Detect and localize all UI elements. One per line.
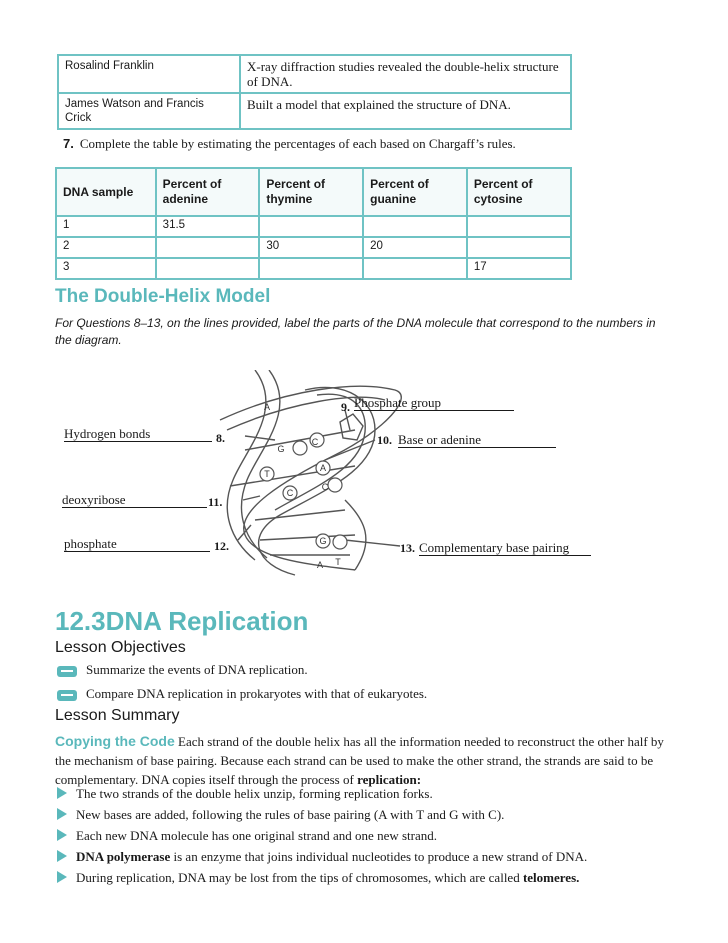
scientists-table — [57, 54, 572, 130]
label-question-8 — [64, 426, 212, 442]
table-cell — [467, 237, 571, 258]
section-heading-double-helix: The Double-Helix Model — [55, 286, 271, 307]
table-row — [58, 55, 571, 93]
objective-text: Summarize the events of DNA replication. — [86, 662, 308, 677]
dna-strand-front — [259, 387, 375, 575]
chargaff-table — [55, 167, 572, 280]
summary-heading: Lesson Summary — [55, 707, 180, 724]
phosphate-group-shape — [340, 414, 363, 440]
table-cell — [156, 258, 260, 279]
table-cell: 30 — [259, 237, 363, 258]
question-number-9: 9. — [341, 400, 350, 414]
table-cell — [259, 258, 363, 279]
base-pair-rung — [255, 510, 345, 520]
list-item: The two strands of the double helix unzip, forming replication forks. — [57, 786, 433, 802]
table-cell — [259, 216, 363, 237]
table-row — [56, 237, 571, 258]
section-name: DNA Replication — [105, 606, 309, 636]
list-item: DNA polymerase is an enzyme that joins individual nucleotides to produce a new strand of DNA. — [57, 849, 587, 865]
objective-text: Compare DNA replication in prokaryotes with that of eukaryotes. — [86, 686, 428, 701]
copying-text: Each strand of the double helix has all the information needed to reconstruct the other half by the mechanism of base pairing. Because each strand can be used to make the other strand, the strands are said to be complementary. DNA copies itself through the process of — [55, 734, 664, 787]
table-row — [58, 93, 571, 129]
base-letter: C — [286, 488, 294, 498]
column-header: Percent of adenine — [156, 168, 260, 216]
label-question-13 — [419, 540, 591, 556]
column-header: Percent of cytosine — [467, 168, 571, 216]
base-circle — [333, 535, 347, 549]
table-cell: 3 — [56, 258, 156, 279]
question-7 — [63, 136, 516, 152]
objectives-heading: Lesson Objectives — [55, 639, 186, 656]
table-header-row — [56, 168, 571, 216]
answer-line-10[interactable]: Base or adenine — [398, 432, 556, 448]
table-cell — [467, 216, 571, 237]
question-number-10: 10. — [377, 433, 392, 447]
label-question-11 — [62, 492, 207, 508]
base-letter: T — [335, 557, 341, 567]
pointer-line-13 — [345, 540, 400, 546]
table-cell — [363, 258, 467, 279]
instructions: For Questions 8–13, on the lines provided, label the parts of the DNA molecule that correspond to the numbers in the diagram. — [55, 316, 656, 347]
objective-item — [57, 662, 308, 678]
base-letter: A — [319, 463, 327, 473]
pointer-line-11 — [243, 496, 260, 500]
bullet-triangle-icon — [57, 808, 67, 820]
table-cell: 17 — [467, 258, 571, 279]
answer-line-11[interactable]: deoxyribose — [62, 492, 207, 508]
scientist-name: James Watson and Francis Crick — [58, 93, 240, 129]
column-header: Percent of guanine — [363, 168, 467, 216]
base-letter: G — [277, 444, 285, 454]
base-letter: G — [319, 536, 327, 546]
bullet-triangle-icon — [57, 850, 67, 862]
section-title — [55, 606, 308, 637]
section-number: 12.3 — [55, 606, 106, 636]
base-letter: C — [311, 437, 319, 447]
label-question-12 — [64, 536, 210, 552]
bullet-triangle-icon — [57, 787, 67, 799]
copying-heading: Copying the Code — [55, 733, 175, 749]
label-question-9 — [354, 395, 514, 411]
list-item: Each new DNA molecule has one original strand and one new strand. — [57, 828, 437, 844]
replication-term: replication: — [357, 772, 422, 787]
base-letter: T — [264, 469, 270, 479]
question-number: 7. — [63, 136, 74, 151]
objective-arrow-icon — [57, 690, 77, 701]
table-row — [56, 258, 571, 279]
base-circle — [293, 441, 307, 455]
question-number-8: 8. — [216, 431, 225, 445]
question-number-13: 13. — [400, 541, 415, 555]
column-header: Percent of thymine — [259, 168, 363, 216]
objective-arrow-icon — [57, 666, 77, 677]
table-cell — [363, 216, 467, 237]
objective-item — [57, 686, 427, 702]
question-text: Complete the table by estimating the percentages of each based on Chargaff’s rules. — [79, 136, 516, 151]
bullet-triangle-icon — [57, 829, 67, 841]
table-cell — [156, 237, 260, 258]
answer-line-12[interactable]: phosphate — [64, 536, 210, 552]
pointer-line-10 — [325, 440, 375, 460]
table-row — [56, 216, 571, 237]
answer-line-13[interactable]: Complementary base pairing — [419, 540, 591, 556]
base-letter: C — [321, 482, 329, 492]
table-cell: 31.5 — [156, 216, 260, 237]
base-letter: A — [263, 402, 271, 412]
scientist-name: Rosalind Franklin — [58, 55, 240, 93]
table-cell: 1 — [56, 216, 156, 237]
table-cell: 2 — [56, 237, 156, 258]
answer-line-9[interactable]: Phosphate group — [354, 395, 514, 411]
bullet-triangle-icon — [57, 871, 67, 883]
column-header: DNA sample — [56, 168, 156, 216]
table-cell: 20 — [363, 237, 467, 258]
answer-line-8[interactable]: Hydrogen bonds — [64, 426, 212, 442]
base-letter: A — [316, 560, 324, 570]
question-number-11: 11. — [208, 495, 223, 509]
base-circle — [328, 478, 342, 492]
question-number-12: 12. — [214, 539, 229, 553]
scientist-contribution: Built a model that explained the structure of DNA. — [240, 93, 571, 129]
label-question-10 — [398, 432, 556, 448]
copying-paragraph — [55, 732, 675, 789]
list-item: New bases are added, following the rules of base pairing (A with T and G with C). — [57, 807, 504, 823]
list-item: During replication, DNA may be lost from the tips of chromosomes, which are called telomeres. — [57, 870, 579, 886]
scientist-contribution: X-ray diffraction studies revealed the double-helix structure of DNA. — [240, 55, 571, 93]
